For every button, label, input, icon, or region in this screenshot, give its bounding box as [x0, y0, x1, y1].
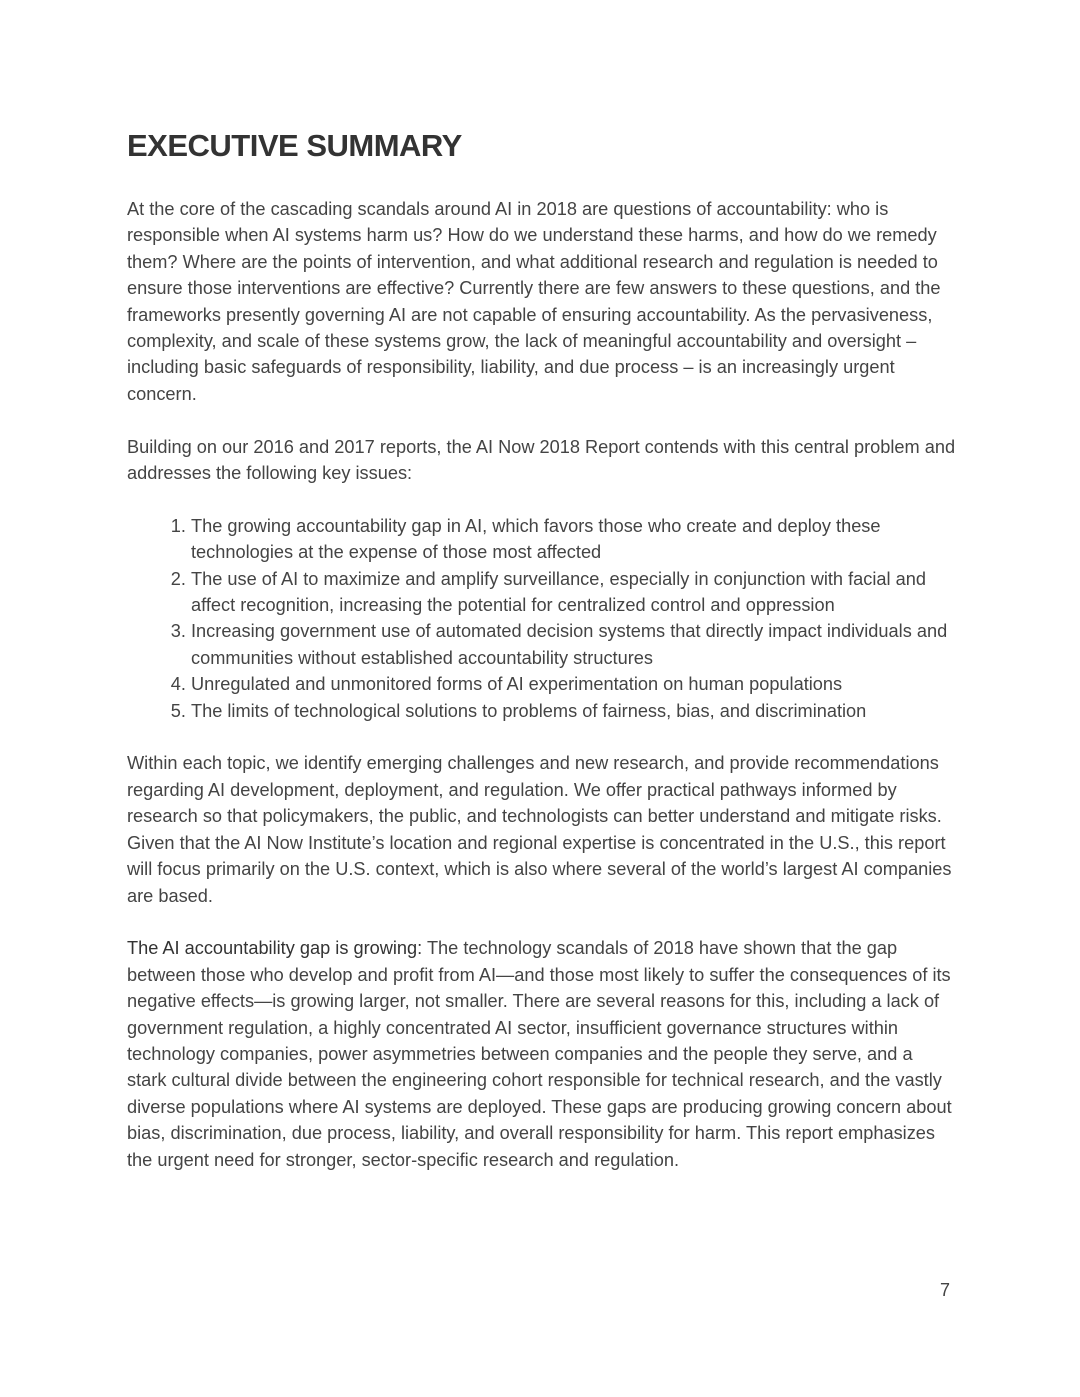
list-item: 2. The use of AI to maximize and amplify surveillance, especially in conjunction with facial and affect recognition, increasing the potential for centralized control and oppression: [191, 566, 957, 619]
list-item: 3. Increasing government use of automated decision systems that directly impact individuals and communities without established accountability structures: [191, 618, 957, 671]
paragraph-building: Building on our 2016 and 2017 reports, the AI Now 2018 Report contends with this central problem and addresses the following key issues:: [127, 436, 956, 484]
list-item: 1. The growing accountability gap in AI, which favors those who create and deploy these technologies at the expense of those most affected: [191, 513, 957, 566]
paragraph-intro: At the core of the cascading scandals around AI in 2018 are questions of accountability: who is responsible when AI systems harm us? How do we understand these harms, and how do we remedy them? Where are the points of intervention, and what additional research and regulation is needed to ensure those interventions are effective? Currently there are few answers to these questions, and the frameworks presently governing AI are not capable of ensuring accountability. As the pervasiveness, complexity, and scale of these systems grow, the lack of meaningful accountability and oversight – including basic safeguards of responsibility, liability, and due process – is an increasingly urgent concern.: [127, 199, 941, 404]
key-issues-list: [127, 513, 957, 724]
list-item: 5. The limits of technological solutions to problems of fairness, bias, and discrimination: [191, 698, 957, 724]
body-text: [127, 196, 957, 1199]
list-item: 4. Unregulated and unmonitored forms of AI experimentation on human populations: [191, 671, 957, 697]
paragraph-gap-text: The technology scandals of 2018 have shown that the gap between those who develop and profit from AI—and those most likely to suffer the consequences of its negative effects—is growing larger, not smaller. There are several reasons for this, including a lack of government regulation, a highly concentrated AI sector, insufficient governance structures within technology companies, power asymmetries between companies and the people they serve, and a stark cultural divide between the engineering cohort responsible for technical research, and the vastly diverse populations where AI systems are deployed. These gaps are producing growing concern about bias, discrimination, due process, liability, and overall responsibility for harm. This report emphasizes the urgent need for stronger, sector-specific research and regulation.: [127, 938, 952, 1170]
paragraph-gap: [127, 935, 957, 1173]
page-title: EXECUTIVE SUMMARY: [127, 128, 462, 163]
paragraph-topics: Within each topic, we identify emerging challenges and new research, and provide recommendations regarding AI development, deployment, and regulation. We offer practical pathways informed by research so that policymakers, the public, and technologists can better understand and mitigate risks. Given that the AI Now Institute’s location and regional expertise is concentrated in the U.S., this report will focus primarily on the U.S. context, which is also where several of the world’s largest AI companies are based.: [127, 753, 952, 906]
page-number: 7: [940, 1280, 951, 1300]
paragraph-lead: The AI accountability gap is growing:: [127, 938, 423, 959]
